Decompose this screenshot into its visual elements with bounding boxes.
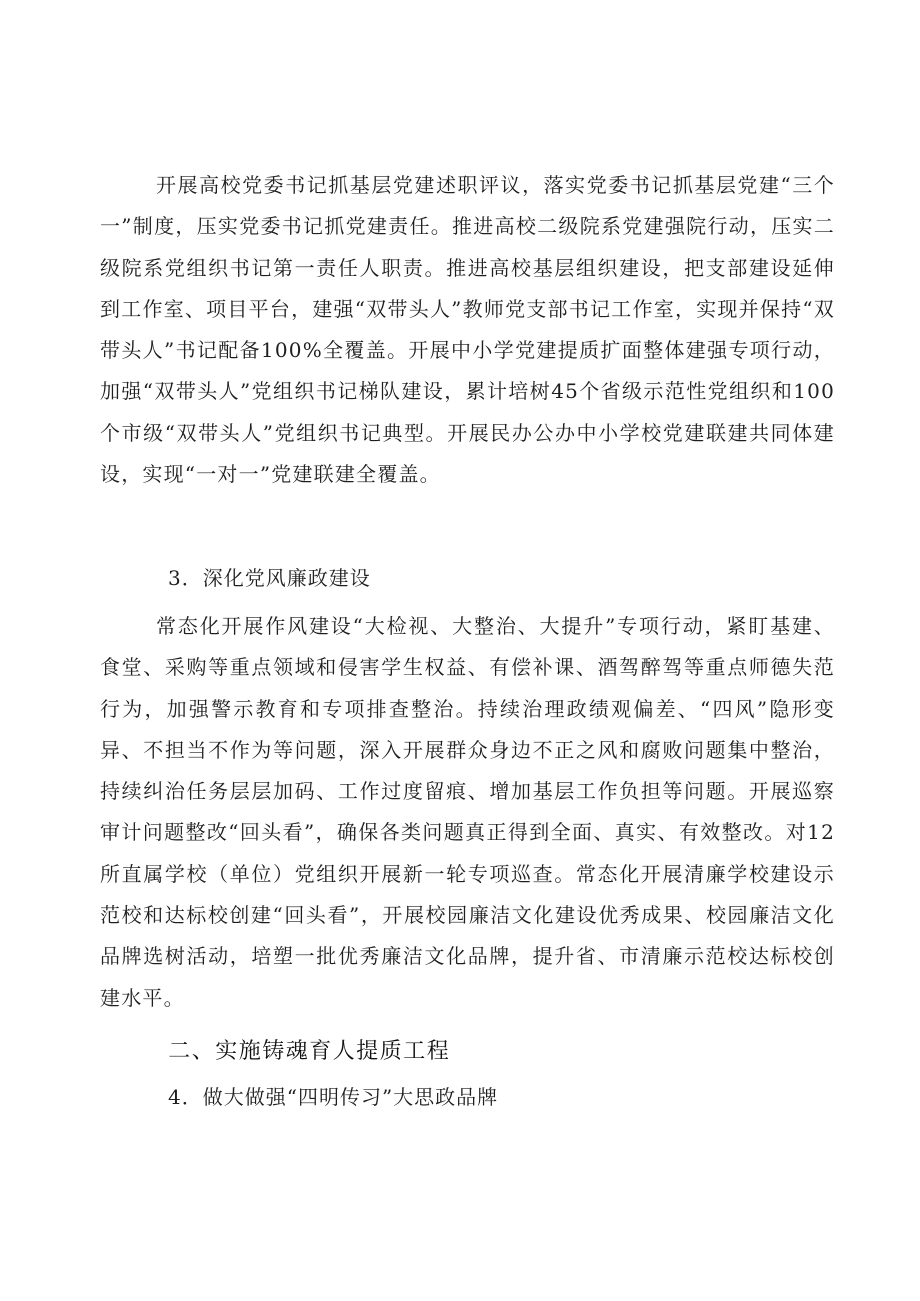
body-paragraph-party-building: 开展高校党委书记抓基层党建述职评议，落实党委书记抓基层党建“三个一”制度，压实党委书记抓党建责任。推进高校二级院系党建强院行动，压实二级院系党组织书记第一责任人职责。推进高校基层组织建设，把支部建设延伸到工作室、项目平台，建强“双带头人”教师党支部书记工作室，实现并保持“双带头人”书记配备100%全覆盖。开展中小学党建提质扩面整体建强专项行动，加强“双带头人”党组织书记梯队建设，累计培树45个省级示范性党组织和100个市级“双带头人”党组织书记典型。开展民办公办中小学校党建联建共同体建设，实现“一对一”党建联建全覆盖。 — [100, 173, 835, 487]
subheading-4: 4．做大做强“四明传习”大思政品牌 — [168, 1085, 499, 1109]
subheading-3: 3．深化党风廉政建设 — [168, 566, 371, 590]
section-heading-2: 二、实施铸魂育人提质工程 — [168, 1039, 451, 1064]
body-paragraph-integrity: 常态化开展作风建设“大检视、大整治、大提升”专项行动，紧盯基建、食堂、采购等重点领域和侵害学生权益、有偿补课、酒驾醉驾等重点师德失范行为，加强警示教育和专项排查整治。持续治理政绩观偏差、“四风”隐形变异、不担当不作为等问题，深入开展群众身边不正之风和腐败问题集中整治，持续纠治任务层层加码、工作过度留痕、增加基层工作负担等问题。开展巡察审计问题整改“回头看”，确保各类问题真正得到全面、真实、有效整改。对12所直属学校（单位）党组织开展新一轮专项巡查。常态化开展清廉学校建设示范校和达标校创建“回头看”，开展校园廉洁文化建设优秀成果、校园廉洁文化品牌选树活动，培塑一批优秀廉洁文化品牌，提升省、市清廉示范校达标校创建水平。 — [100, 614, 835, 1010]
